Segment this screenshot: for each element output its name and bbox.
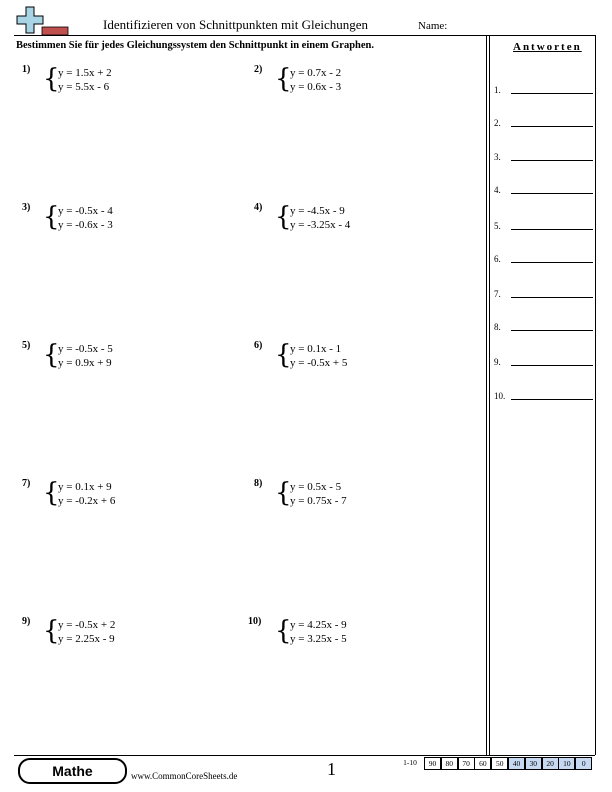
problem-number: 8) [254,478,263,489]
answer-number: 3. [494,152,501,162]
system-brace-icon: { [275,64,292,94]
system-brace-icon: { [275,202,292,232]
score-box: 60 [474,757,491,770]
score-box: 50 [491,757,508,770]
equation: y = 4.25x - 9 [290,619,347,631]
equation: y = -0.5x - 4 [58,205,113,217]
score-box: 20 [542,757,559,770]
answer-number: 9. [494,357,501,367]
equation: y = -0.5x - 5 [58,343,113,355]
plus-minus-logo-icon [14,5,70,35]
problem-number: 6) [254,340,263,351]
answer-number: 10. [494,391,506,401]
problem-number: 2) [254,64,263,75]
problem-number: 9) [22,616,31,627]
header-rule [14,35,595,36]
answer-blank-line[interactable] [511,193,593,194]
system-brace-icon: { [275,616,292,646]
score-box: 40 [508,757,525,770]
score-box: 30 [525,757,542,770]
name-label: Name: [418,20,448,32]
answer-number: 2. [494,118,501,128]
equation: y = -0.5x + 2 [58,619,116,631]
right-border [595,35,596,755]
equation: y = 0.9x + 9 [58,357,112,369]
equation: y = 0.5x - 5 [290,481,342,493]
score-box: 0 [575,757,592,770]
equation: y = 0.75x - 7 [290,495,347,507]
worksheet-title: Identifizieren von Schnittpunkten mit Gleichungen [103,17,368,32]
score-box: 80 [441,757,458,770]
score-box: 90 [424,757,441,770]
problem-number: 10) [248,616,262,627]
equation: y = 0.1x + 9 [58,481,112,493]
answer-blank-line[interactable] [511,399,593,400]
equation: y = 0.7x - 2 [290,67,342,79]
problem-number: 7) [22,478,31,489]
answer-column-divider [486,35,487,755]
problem-number: 3) [22,202,31,213]
equation: y = -3.25x - 4 [290,219,351,231]
system-brace-icon: { [43,340,60,370]
answer-blank-line[interactable] [511,126,593,127]
answer-blank-line[interactable] [511,93,593,94]
answer-number: 6. [494,254,501,264]
answer-blank-line[interactable] [511,297,593,298]
problem-number: 5) [22,340,31,351]
system-brace-icon: { [43,64,60,94]
site-url: www.CommonCoreSheets.de [131,771,238,781]
answer-number: 5. [494,221,501,231]
answer-column-divider [489,35,490,755]
answer-blank-line[interactable] [511,330,593,331]
instructions: Bestimmen Sie für jedes Gleichungssystem den Schnittpunkt in einem Graphen. [16,40,374,51]
system-brace-icon: { [43,616,60,646]
system-brace-icon: { [275,478,292,508]
problem-number: 1) [22,64,31,75]
footer-rule [14,755,595,756]
score-range-label: 1-10 [403,758,417,767]
score-box: 10 [558,757,575,770]
equation: y = 1.5x + 2 [58,67,112,79]
equation: y = 0.1x - 1 [290,343,342,355]
equation: y = -0.5x + 5 [290,357,348,369]
system-brace-icon: { [43,202,60,232]
answer-number: 7. [494,289,501,299]
subject-badge: Mathe [18,758,127,784]
answer-number: 1. [494,85,501,95]
equation: y = -0.6x - 3 [58,219,113,231]
answer-blank-line[interactable] [511,365,593,366]
answer-blank-line[interactable] [511,229,593,230]
answer-number: 4. [494,185,501,195]
equation: y = -0.2x + 6 [58,495,116,507]
score-box: 70 [458,757,475,770]
system-brace-icon: { [43,478,60,508]
problem-number: 4) [254,202,263,213]
system-brace-icon: { [275,340,292,370]
equation: y = 5.5x - 6 [58,81,110,93]
equation: y = 0.6x - 3 [290,81,342,93]
answers-title: Antworten [513,41,582,53]
answer-number: 8. [494,322,501,332]
answer-blank-line[interactable] [511,262,593,263]
equation: y = 3.25x - 5 [290,633,347,645]
answer-blank-line[interactable] [511,160,593,161]
equation: y = 2.25x - 9 [58,633,115,645]
equation: y = -4.5x - 9 [290,205,345,217]
page-number: 1 [327,759,336,779]
